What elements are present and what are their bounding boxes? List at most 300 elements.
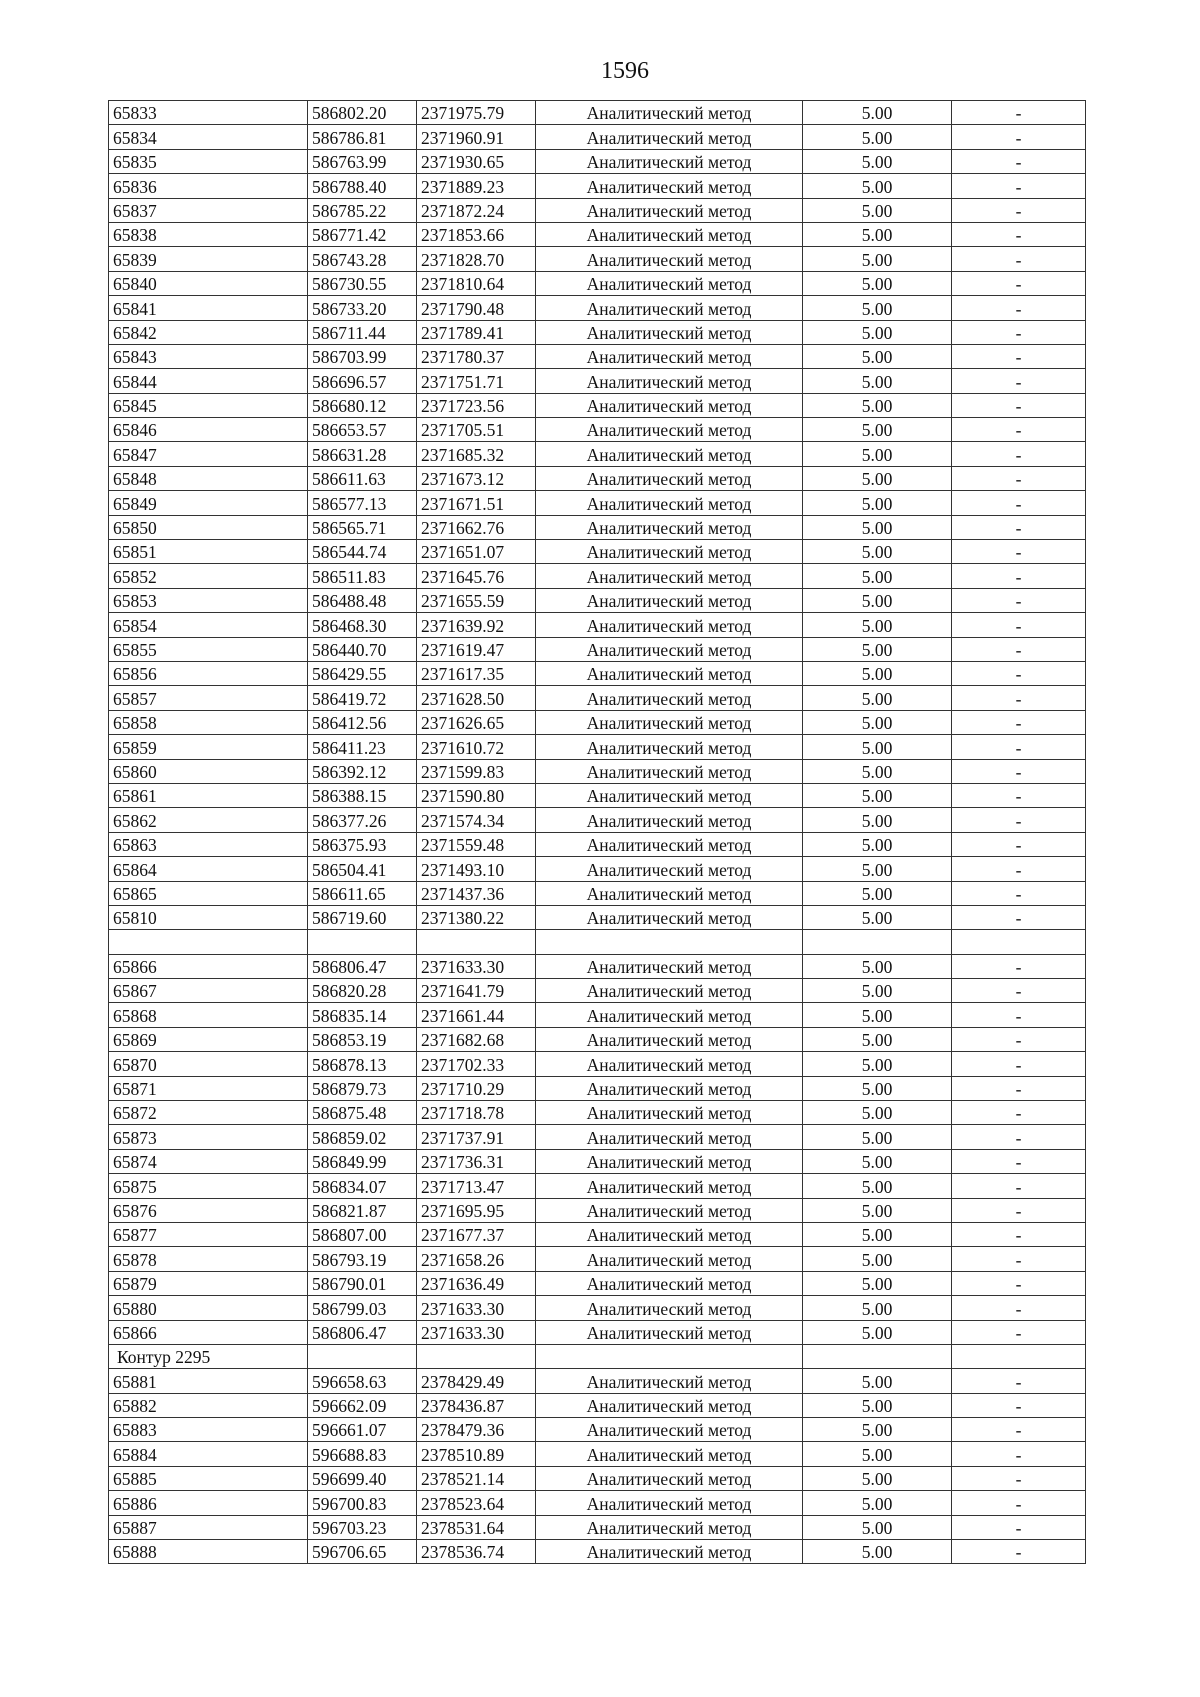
description-cell: - (952, 320, 1086, 344)
table-row (109, 1149, 1086, 1173)
accuracy-cell: 5.00 (803, 808, 952, 832)
y-coordinate-cell: 2371685.32 (417, 442, 536, 466)
accuracy-cell: 5.00 (803, 1271, 952, 1295)
point-number-cell: 65852 (109, 564, 308, 588)
table-row (109, 637, 1086, 661)
x-coordinate-cell: 586875.48 (308, 1101, 417, 1125)
accuracy-cell: 5.00 (803, 125, 952, 149)
accuracy-cell: 5.00 (803, 564, 952, 588)
point-number-cell: 65885 (109, 1466, 308, 1490)
x-coordinate-cell: 596658.63 (308, 1369, 417, 1393)
point-number-cell: 65856 (109, 661, 308, 685)
x-coordinate-cell: 596661.07 (308, 1418, 417, 1442)
accuracy-cell: 5.00 (803, 491, 952, 515)
description-cell: - (952, 1174, 1086, 1198)
accuracy-cell: 5.00 (803, 954, 952, 978)
x-coordinate-cell: 586785.22 (308, 198, 417, 222)
point-number-cell: 65851 (109, 540, 308, 564)
coordinates-table (108, 100, 1086, 1564)
table-row (109, 832, 1086, 856)
table-row (109, 1540, 1086, 1564)
method-cell: Аналитический метод (536, 540, 803, 564)
method-cell: Аналитический метод (536, 881, 803, 905)
accuracy-cell: 5.00 (803, 1296, 952, 1320)
y-coordinate-cell: 2378479.36 (417, 1418, 536, 1442)
method-cell: Аналитический метод (536, 369, 803, 393)
y-coordinate-cell: 2371633.30 (417, 954, 536, 978)
accuracy-cell: 5.00 (803, 540, 952, 564)
point-number-cell: 65846 (109, 418, 308, 442)
method-cell: Аналитический метод (536, 979, 803, 1003)
description-cell: - (952, 808, 1086, 832)
point-number-cell: 65847 (109, 442, 308, 466)
point-number-cell: 65869 (109, 1027, 308, 1051)
x-coordinate-cell: 586703.99 (308, 344, 417, 368)
method-cell: Аналитический метод (536, 1003, 803, 1027)
table-row (109, 418, 1086, 442)
accuracy-cell: 5.00 (803, 1052, 952, 1076)
y-coordinate-cell: 2371645.76 (417, 564, 536, 588)
method-cell: Аналитический метод (536, 418, 803, 442)
method-cell: Аналитический метод (536, 1174, 803, 1198)
point-number-cell: 65837 (109, 198, 308, 222)
accuracy-cell: 5.00 (803, 1442, 952, 1466)
y-coordinate-cell: 2371619.47 (417, 637, 536, 661)
description-cell: - (952, 393, 1086, 417)
method-cell: Аналитический метод (536, 1125, 803, 1149)
y-coordinate-cell: 2371590.80 (417, 783, 536, 807)
point-number-cell: 65845 (109, 393, 308, 417)
description-cell: - (952, 1540, 1086, 1564)
y-coordinate-cell: 2371723.56 (417, 393, 536, 417)
y-coordinate-cell: 2371633.30 (417, 1296, 536, 1320)
table-row (109, 857, 1086, 881)
table-row (109, 1466, 1086, 1490)
method-cell: Аналитический метод (536, 1149, 803, 1173)
accuracy-cell: 5.00 (803, 393, 952, 417)
accuracy-cell: 5.00 (803, 515, 952, 539)
method-cell: Аналитический метод (536, 1101, 803, 1125)
description-cell: - (952, 369, 1086, 393)
x-coordinate-cell: 586411.23 (308, 735, 417, 759)
accuracy-cell: 5.00 (803, 979, 952, 1003)
accuracy-cell: 5.00 (803, 1369, 952, 1393)
accuracy-cell: 5.00 (803, 247, 952, 271)
method-cell: Аналитический метод (536, 1320, 803, 1344)
accuracy-cell: 5.00 (803, 101, 952, 125)
y-coordinate-cell: 2371889.23 (417, 174, 536, 198)
y-coordinate-cell: 2378523.64 (417, 1491, 536, 1515)
description-cell: - (952, 1198, 1086, 1222)
y-coordinate-cell: 2371651.07 (417, 540, 536, 564)
table-row (109, 1442, 1086, 1466)
description-cell: - (952, 783, 1086, 807)
method-cell: Аналитический метод (536, 564, 803, 588)
x-coordinate-cell: 586788.40 (308, 174, 417, 198)
description-cell: - (952, 1466, 1086, 1490)
description-cell: - (952, 1003, 1086, 1027)
method-cell: Аналитический метод (536, 271, 803, 295)
x-coordinate-cell: 586853.19 (308, 1027, 417, 1051)
description-cell: - (952, 1271, 1086, 1295)
x-coordinate-cell: 586631.28 (308, 442, 417, 466)
y-coordinate-cell: 2371810.64 (417, 271, 536, 295)
accuracy-cell: 5.00 (803, 320, 952, 344)
y-coordinate-cell: 2378536.74 (417, 1540, 536, 1564)
description-cell: - (952, 1247, 1086, 1271)
description-cell: - (952, 759, 1086, 783)
x-coordinate-cell: 596700.83 (308, 1491, 417, 1515)
description-cell: - (952, 1442, 1086, 1466)
accuracy-cell: 5.00 (803, 174, 952, 198)
x-coordinate-cell: 586879.73 (308, 1076, 417, 1100)
x-coordinate-cell: 586488.48 (308, 588, 417, 612)
method-cell: Аналитический метод (536, 1515, 803, 1539)
description-cell: - (952, 564, 1086, 588)
x-coordinate-cell: 586807.00 (308, 1222, 417, 1246)
y-coordinate-cell: 2371677.37 (417, 1222, 536, 1246)
point-number-cell: 65882 (109, 1393, 308, 1417)
table-row (109, 149, 1086, 173)
table-row (109, 613, 1086, 637)
point-number-cell: 65870 (109, 1052, 308, 1076)
y-coordinate-cell: 2371695.95 (417, 1198, 536, 1222)
empty-cell (417, 1344, 536, 1368)
empty-cell (952, 1344, 1086, 1368)
method-cell: Аналитический метод (536, 174, 803, 198)
table-row (109, 1101, 1086, 1125)
x-coordinate-cell: 586806.47 (308, 1320, 417, 1344)
x-coordinate-cell: 586375.93 (308, 832, 417, 856)
y-coordinate-cell: 2371780.37 (417, 344, 536, 368)
x-coordinate-cell: 586743.28 (308, 247, 417, 271)
point-number-cell: 65844 (109, 369, 308, 393)
y-coordinate-cell: 2371626.65 (417, 710, 536, 734)
point-number-cell: 65839 (109, 247, 308, 271)
method-cell: Аналитический метод (536, 710, 803, 734)
method-cell: Аналитический метод (536, 320, 803, 344)
y-coordinate-cell: 2371610.72 (417, 735, 536, 759)
method-cell: Аналитический метод (536, 1027, 803, 1051)
accuracy-cell: 5.00 (803, 735, 952, 759)
empty-cell (308, 930, 417, 954)
accuracy-cell: 5.00 (803, 710, 952, 734)
point-number-cell: 65872 (109, 1101, 308, 1125)
accuracy-cell: 5.00 (803, 222, 952, 246)
x-coordinate-cell: 586835.14 (308, 1003, 417, 1027)
description-cell: - (952, 174, 1086, 198)
table-row (109, 808, 1086, 832)
method-cell: Аналитический метод (536, 491, 803, 515)
point-number-cell: 65838 (109, 222, 308, 246)
description-cell: - (952, 613, 1086, 637)
table-row (109, 1491, 1086, 1515)
method-cell: Аналитический метод (536, 1369, 803, 1393)
table-row (109, 1174, 1086, 1198)
method-cell: Аналитический метод (536, 857, 803, 881)
description-cell: - (952, 1052, 1086, 1076)
x-coordinate-cell: 596662.09 (308, 1393, 417, 1417)
point-number-cell: 65877 (109, 1222, 308, 1246)
description-cell: - (952, 1491, 1086, 1515)
table-row (109, 979, 1086, 1003)
y-coordinate-cell: 2371828.70 (417, 247, 536, 271)
method-cell: Аналитический метод (536, 198, 803, 222)
accuracy-cell: 5.00 (803, 1027, 952, 1051)
point-number-cell: 65862 (109, 808, 308, 832)
accuracy-cell: 5.00 (803, 1540, 952, 1564)
y-coordinate-cell: 2371617.35 (417, 661, 536, 685)
table-row (109, 1125, 1086, 1149)
x-coordinate-cell: 586419.72 (308, 686, 417, 710)
y-coordinate-cell: 2371633.30 (417, 1320, 536, 1344)
description-cell: - (952, 1296, 1086, 1320)
x-coordinate-cell: 586849.99 (308, 1149, 417, 1173)
description-cell: - (952, 1222, 1086, 1246)
method-cell: Аналитический метод (536, 1052, 803, 1076)
accuracy-cell: 5.00 (803, 1198, 952, 1222)
description-cell: - (952, 125, 1086, 149)
contour-header-row (109, 1344, 1086, 1368)
y-coordinate-cell: 2378436.87 (417, 1393, 536, 1417)
empty-cell (952, 930, 1086, 954)
point-number-cell: 65874 (109, 1149, 308, 1173)
x-coordinate-cell: 586392.12 (308, 759, 417, 783)
method-cell: Аналитический метод (536, 101, 803, 125)
table-row (109, 1052, 1086, 1076)
empty-cell (417, 930, 536, 954)
description-cell: - (952, 637, 1086, 661)
method-cell: Аналитический метод (536, 1296, 803, 1320)
table-row (109, 174, 1086, 198)
x-coordinate-cell: 586771.42 (308, 222, 417, 246)
point-number-cell: 65881 (109, 1369, 308, 1393)
accuracy-cell: 5.00 (803, 1003, 952, 1027)
description-cell: - (952, 198, 1086, 222)
accuracy-cell: 5.00 (803, 149, 952, 173)
y-coordinate-cell: 2371737.91 (417, 1125, 536, 1149)
method-cell: Аналитический метод (536, 613, 803, 637)
y-coordinate-cell: 2371661.44 (417, 1003, 536, 1027)
y-coordinate-cell: 2371380.22 (417, 905, 536, 929)
y-coordinate-cell: 2371671.51 (417, 491, 536, 515)
table-row (109, 1027, 1086, 1051)
method-cell: Аналитический метод (536, 344, 803, 368)
table-row (109, 564, 1086, 588)
table-row (109, 1393, 1086, 1417)
point-number-cell: 65855 (109, 637, 308, 661)
table-row (109, 661, 1086, 685)
accuracy-cell: 5.00 (803, 1491, 952, 1515)
point-number-cell: 65848 (109, 466, 308, 490)
x-coordinate-cell: 586577.13 (308, 491, 417, 515)
description-cell: - (952, 466, 1086, 490)
x-coordinate-cell: 596703.23 (308, 1515, 417, 1539)
description-cell: - (952, 418, 1086, 442)
x-coordinate-cell: 596699.40 (308, 1466, 417, 1490)
y-coordinate-cell: 2371736.31 (417, 1149, 536, 1173)
table-row (109, 1198, 1086, 1222)
accuracy-cell: 5.00 (803, 1320, 952, 1344)
x-coordinate-cell: 586388.15 (308, 783, 417, 807)
method-cell: Аналитический метод (536, 466, 803, 490)
table-row (109, 101, 1086, 125)
table-row (109, 491, 1086, 515)
accuracy-cell: 5.00 (803, 661, 952, 685)
description-cell: - (952, 515, 1086, 539)
point-number-cell: 65866 (109, 954, 308, 978)
table-row (109, 320, 1086, 344)
description-cell: - (952, 710, 1086, 734)
method-cell: Аналитический метод (536, 832, 803, 856)
accuracy-cell: 5.00 (803, 198, 952, 222)
accuracy-cell: 5.00 (803, 418, 952, 442)
description-cell: - (952, 832, 1086, 856)
x-coordinate-cell: 586429.55 (308, 661, 417, 685)
accuracy-cell: 5.00 (803, 783, 952, 807)
table-row (109, 1271, 1086, 1295)
description-cell: - (952, 735, 1086, 759)
accuracy-cell: 5.00 (803, 369, 952, 393)
table-row (109, 540, 1086, 564)
method-cell: Аналитический метод (536, 808, 803, 832)
point-number-cell: 65879 (109, 1271, 308, 1295)
description-cell: - (952, 491, 1086, 515)
method-cell: Аналитический метод (536, 442, 803, 466)
description-cell: - (952, 344, 1086, 368)
x-coordinate-cell: 586719.60 (308, 905, 417, 929)
page-number: 1596 (601, 58, 649, 84)
table-row (109, 247, 1086, 271)
method-cell: Аналитический метод (536, 637, 803, 661)
y-coordinate-cell: 2371789.41 (417, 320, 536, 344)
x-coordinate-cell: 586611.65 (308, 881, 417, 905)
method-cell: Аналитический метод (536, 515, 803, 539)
empty-cell (536, 1344, 803, 1368)
description-cell: - (952, 222, 1086, 246)
method-cell: Аналитический метод (536, 1271, 803, 1295)
accuracy-cell: 5.00 (803, 1466, 952, 1490)
x-coordinate-cell: 586504.41 (308, 857, 417, 881)
table-row (109, 759, 1086, 783)
accuracy-cell: 5.00 (803, 1101, 952, 1125)
x-coordinate-cell: 586821.87 (308, 1198, 417, 1222)
table-row (109, 344, 1086, 368)
description-cell: - (952, 1369, 1086, 1393)
y-coordinate-cell: 2371751.71 (417, 369, 536, 393)
description-cell: - (952, 247, 1086, 271)
x-coordinate-cell: 586412.56 (308, 710, 417, 734)
point-number-cell: 65841 (109, 296, 308, 320)
x-coordinate-cell: 586834.07 (308, 1174, 417, 1198)
point-number-cell: 65835 (109, 149, 308, 173)
table-row (109, 198, 1086, 222)
description-cell: - (952, 1076, 1086, 1100)
description-cell: - (952, 1149, 1086, 1173)
description-cell: - (952, 1393, 1086, 1417)
point-number-cell: 65860 (109, 759, 308, 783)
description-cell: - (952, 540, 1086, 564)
x-coordinate-cell: 586820.28 (308, 979, 417, 1003)
table-row (109, 710, 1086, 734)
method-cell: Аналитический метод (536, 125, 803, 149)
x-coordinate-cell: 586793.19 (308, 1247, 417, 1271)
accuracy-cell: 5.00 (803, 442, 952, 466)
x-coordinate-cell: 586653.57 (308, 418, 417, 442)
x-coordinate-cell: 586802.20 (308, 101, 417, 125)
description-cell: - (952, 101, 1086, 125)
description-cell: - (952, 442, 1086, 466)
method-cell: Аналитический метод (536, 1442, 803, 1466)
point-number-cell: 65810 (109, 905, 308, 929)
method-cell: Аналитический метод (536, 1540, 803, 1564)
point-number-cell: 65878 (109, 1247, 308, 1271)
table-row (109, 296, 1086, 320)
description-cell: - (952, 881, 1086, 905)
accuracy-cell: 5.00 (803, 1418, 952, 1442)
x-coordinate-cell: 586799.03 (308, 1296, 417, 1320)
x-coordinate-cell: 586730.55 (308, 271, 417, 295)
table-row (109, 1296, 1086, 1320)
accuracy-cell: 5.00 (803, 296, 952, 320)
y-coordinate-cell: 2371599.83 (417, 759, 536, 783)
point-number-cell: 65861 (109, 783, 308, 807)
accuracy-cell: 5.00 (803, 637, 952, 661)
accuracy-cell: 5.00 (803, 1076, 952, 1100)
point-number-cell: 65865 (109, 881, 308, 905)
accuracy-cell: 5.00 (803, 1515, 952, 1539)
table-row (109, 271, 1086, 295)
x-coordinate-cell: 586763.99 (308, 149, 417, 173)
point-number-cell: 65842 (109, 320, 308, 344)
description-cell: - (952, 979, 1086, 1003)
table-row (109, 1222, 1086, 1246)
x-coordinate-cell: 586806.47 (308, 954, 417, 978)
point-number-cell: 65854 (109, 613, 308, 637)
point-number-cell: 65883 (109, 1418, 308, 1442)
description-cell: - (952, 588, 1086, 612)
method-cell: Аналитический метод (536, 222, 803, 246)
method-cell: Аналитический метод (536, 1418, 803, 1442)
point-number-cell: 65843 (109, 344, 308, 368)
description-cell: - (952, 271, 1086, 295)
point-number-cell: 65871 (109, 1076, 308, 1100)
x-coordinate-cell: 586711.44 (308, 320, 417, 344)
x-coordinate-cell: 586611.63 (308, 466, 417, 490)
y-coordinate-cell: 2371559.48 (417, 832, 536, 856)
y-coordinate-cell: 2371975.79 (417, 101, 536, 125)
point-number-cell: 65836 (109, 174, 308, 198)
x-coordinate-cell: 596706.65 (308, 1540, 417, 1564)
table-row (109, 1320, 1086, 1344)
table-row (109, 442, 1086, 466)
y-coordinate-cell: 2371930.65 (417, 149, 536, 173)
method-cell: Аналитический метод (536, 296, 803, 320)
y-coordinate-cell: 2371853.66 (417, 222, 536, 246)
point-number-cell: 65888 (109, 1540, 308, 1564)
point-number-cell: 65858 (109, 710, 308, 734)
method-cell: Аналитический метод (536, 1393, 803, 1417)
description-cell: - (952, 1101, 1086, 1125)
y-coordinate-cell: 2371574.34 (417, 808, 536, 832)
y-coordinate-cell: 2371658.26 (417, 1247, 536, 1271)
y-coordinate-cell: 2371718.78 (417, 1101, 536, 1125)
accuracy-cell: 5.00 (803, 1393, 952, 1417)
accuracy-cell: 5.00 (803, 857, 952, 881)
description-cell: - (952, 686, 1086, 710)
accuracy-cell: 5.00 (803, 759, 952, 783)
accuracy-cell: 5.00 (803, 1174, 952, 1198)
